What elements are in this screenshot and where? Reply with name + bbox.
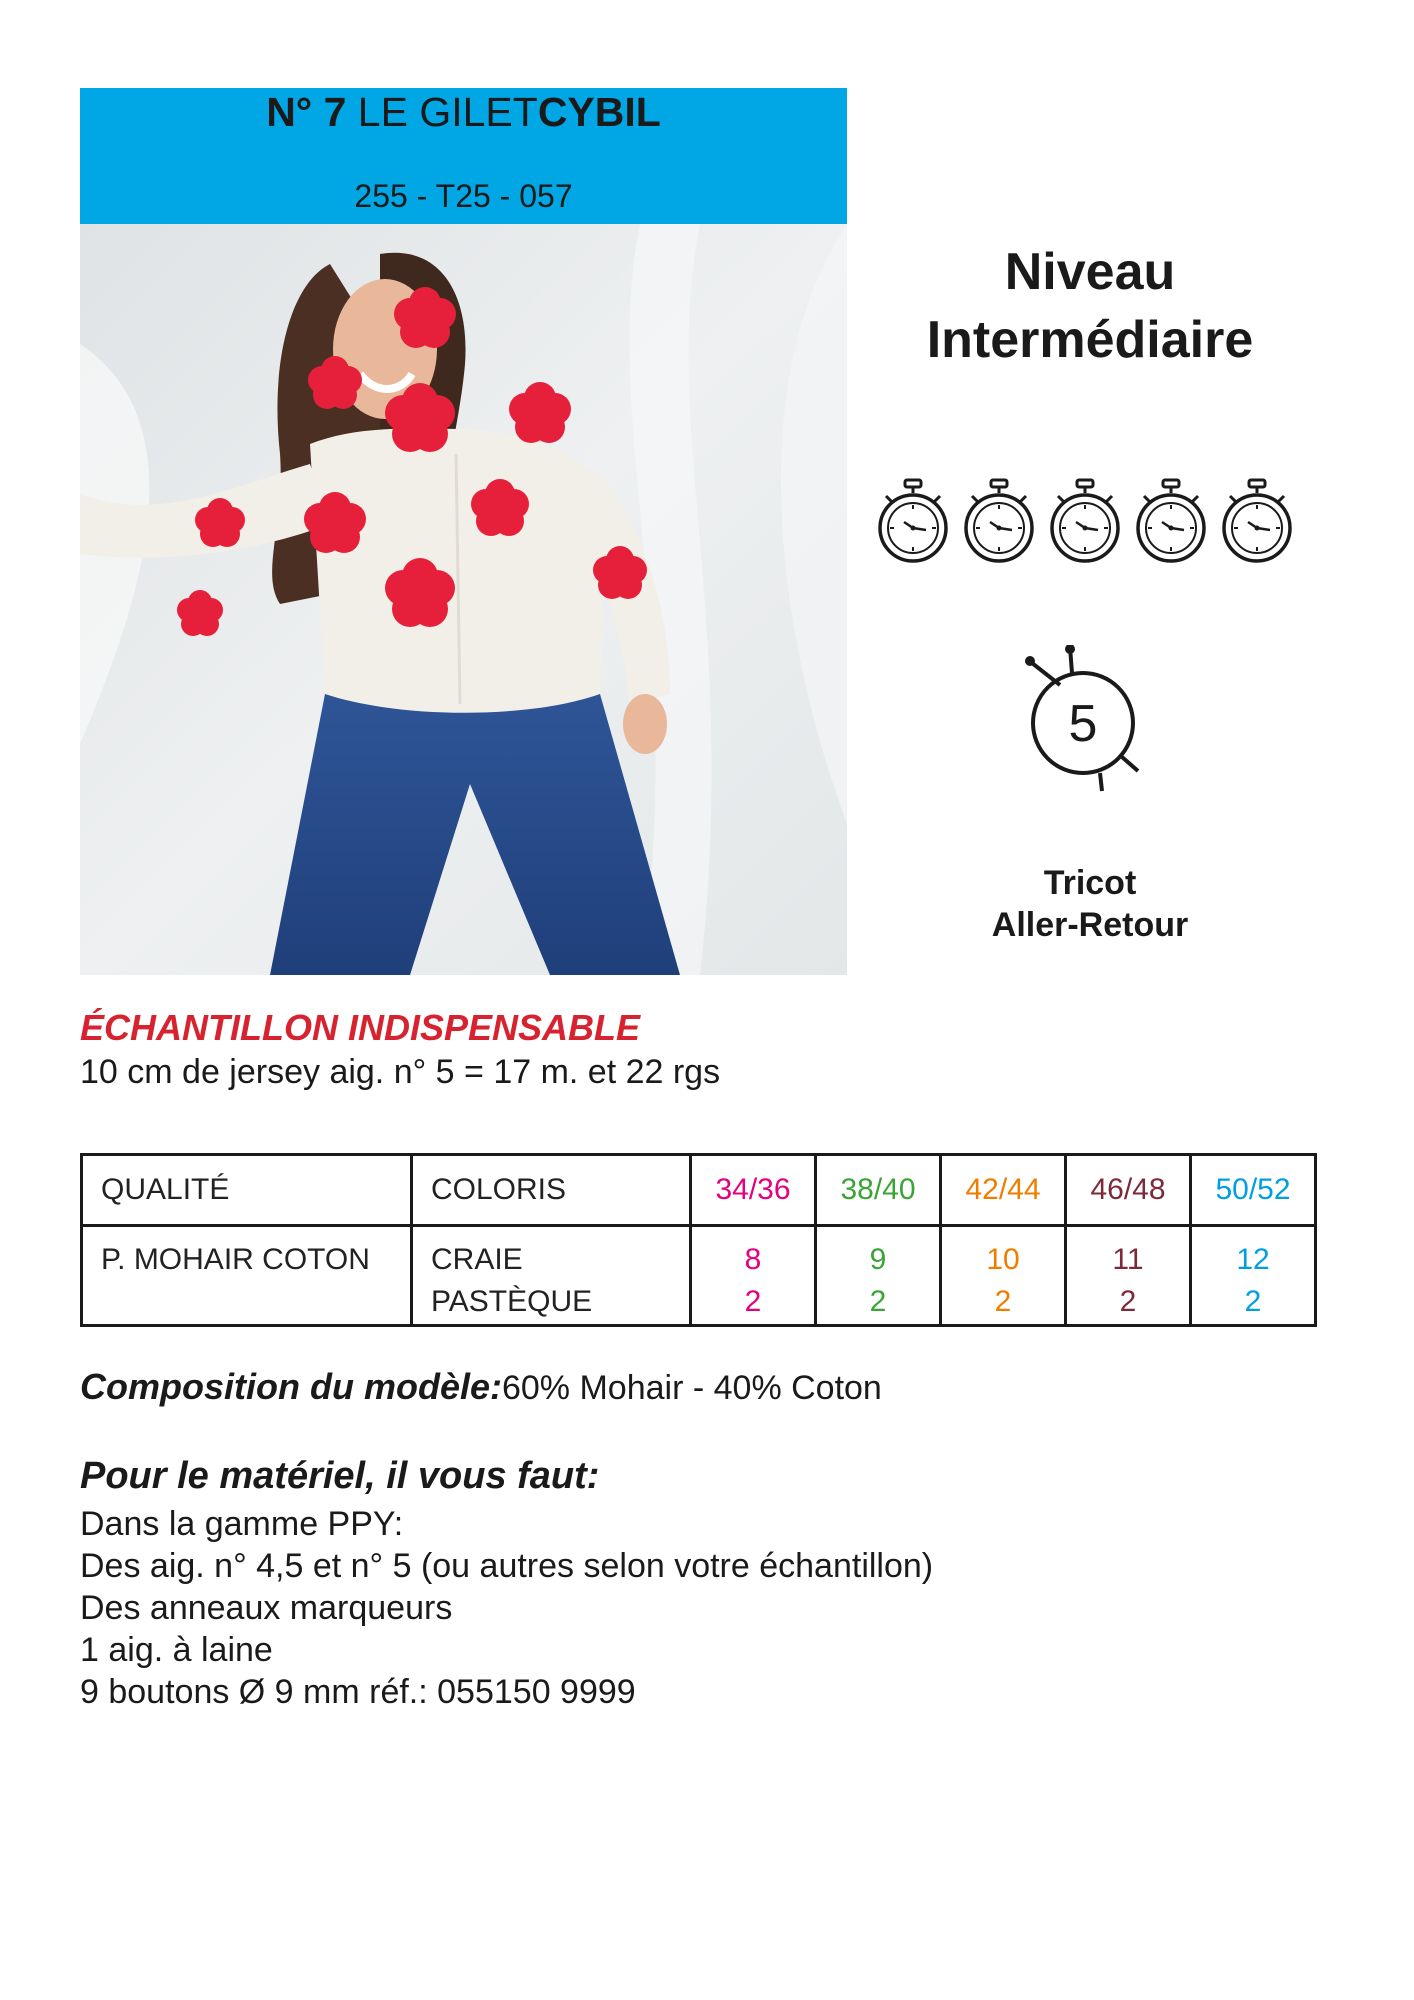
list-item: Dans la gamme PPY: [80, 1505, 404, 1543]
pattern-title [80, 88, 847, 135]
pattern-number: N° 7 [266, 89, 347, 135]
list-item: 9 boutons Ø 9 mm réf.: 055150 9999 [80, 1673, 636, 1711]
size-header: 50/52 [1191, 1155, 1316, 1226]
quantity-value: 2 [994, 1285, 1012, 1318]
sample-title: ÉCHANTILLON INDISPENSABLE [80, 1007, 641, 1048]
composition [80, 1366, 882, 1408]
sample-text: 10 cm de jersey aig. n° 5 = 17 m. et 22 rgs [80, 1053, 721, 1091]
color-name: CRAIE [431, 1243, 523, 1276]
quantity-value: 8 [744, 1243, 762, 1276]
model-photo-illustration [80, 224, 847, 975]
stopwatch-icon [1048, 478, 1122, 564]
needle-size-badge [1024, 645, 1148, 795]
stopwatch-rating [876, 478, 1296, 568]
difficulty-level-label: Niveau [1004, 243, 1176, 301]
size-header: 38/40 [816, 1155, 941, 1226]
quantity-value: 11 [1112, 1243, 1144, 1276]
quantity-cell [941, 1226, 1066, 1326]
colors-cell [412, 1226, 691, 1326]
technique-line2: Aller-Retour [991, 906, 1189, 944]
header-colors: COLORIS [412, 1155, 691, 1226]
quantity-value: 9 [869, 1243, 887, 1276]
quantity-value: 2 [1119, 1285, 1137, 1318]
pattern-reference: 255 - T25 - 057 [354, 178, 573, 214]
materials-list [80, 1503, 933, 1713]
technique [935, 862, 1245, 946]
quantity-cell [1191, 1226, 1316, 1326]
difficulty-level [880, 238, 1300, 374]
size-header: 42/44 [941, 1155, 1066, 1226]
yarn-quantity-table [80, 1153, 1317, 1327]
header-banner [80, 88, 847, 224]
quantity-value: 2 [869, 1285, 887, 1318]
list-item: Des aig. n° 4,5 et n° 5 (ou autres selon votre échantillon) [80, 1547, 934, 1585]
table-row [82, 1226, 1316, 1326]
model-photo [80, 224, 847, 975]
size-header: 34/36 [691, 1155, 816, 1226]
quantity-value: 12 [1236, 1243, 1270, 1276]
composition-label: Composition du modèle: [80, 1366, 502, 1407]
difficulty-level-value: Intermédiaire [926, 311, 1254, 369]
quantity-value: 2 [744, 1285, 762, 1318]
materials-title: Pour le matériel, il vous faut: [80, 1455, 600, 1497]
quantity-cell [1066, 1226, 1191, 1326]
quantity-value: 10 [986, 1243, 1020, 1276]
knitting-needle-icon [1024, 645, 1148, 795]
composition-value: 60% Mohair - 40% Coton [501, 1369, 882, 1407]
stopwatch-icon [1134, 478, 1208, 564]
stopwatch-icon [1220, 478, 1294, 564]
needle-size-value: 5 [1068, 695, 1098, 753]
quantity-cell [691, 1226, 816, 1326]
quantity-cell [816, 1226, 941, 1326]
stopwatch-icon [876, 478, 950, 564]
pattern-title-light: LE GILET [357, 89, 538, 135]
size-header: 46/48 [1066, 1155, 1191, 1226]
stopwatch-icon [962, 478, 1036, 564]
header-quality: QUALITÉ [82, 1155, 412, 1226]
quality-cell: P. MOHAIR COTON [82, 1226, 412, 1326]
pattern-title-bold: CYBIL [537, 89, 661, 135]
quantity-value: 2 [1244, 1285, 1262, 1318]
color-name: PASTÈQUE [431, 1285, 593, 1318]
table-header-row [82, 1155, 1316, 1226]
list-item: 1 aig. à laine [80, 1631, 273, 1669]
technique-line1: Tricot [1043, 864, 1137, 902]
list-item: Des anneaux marqueurs [80, 1589, 453, 1627]
